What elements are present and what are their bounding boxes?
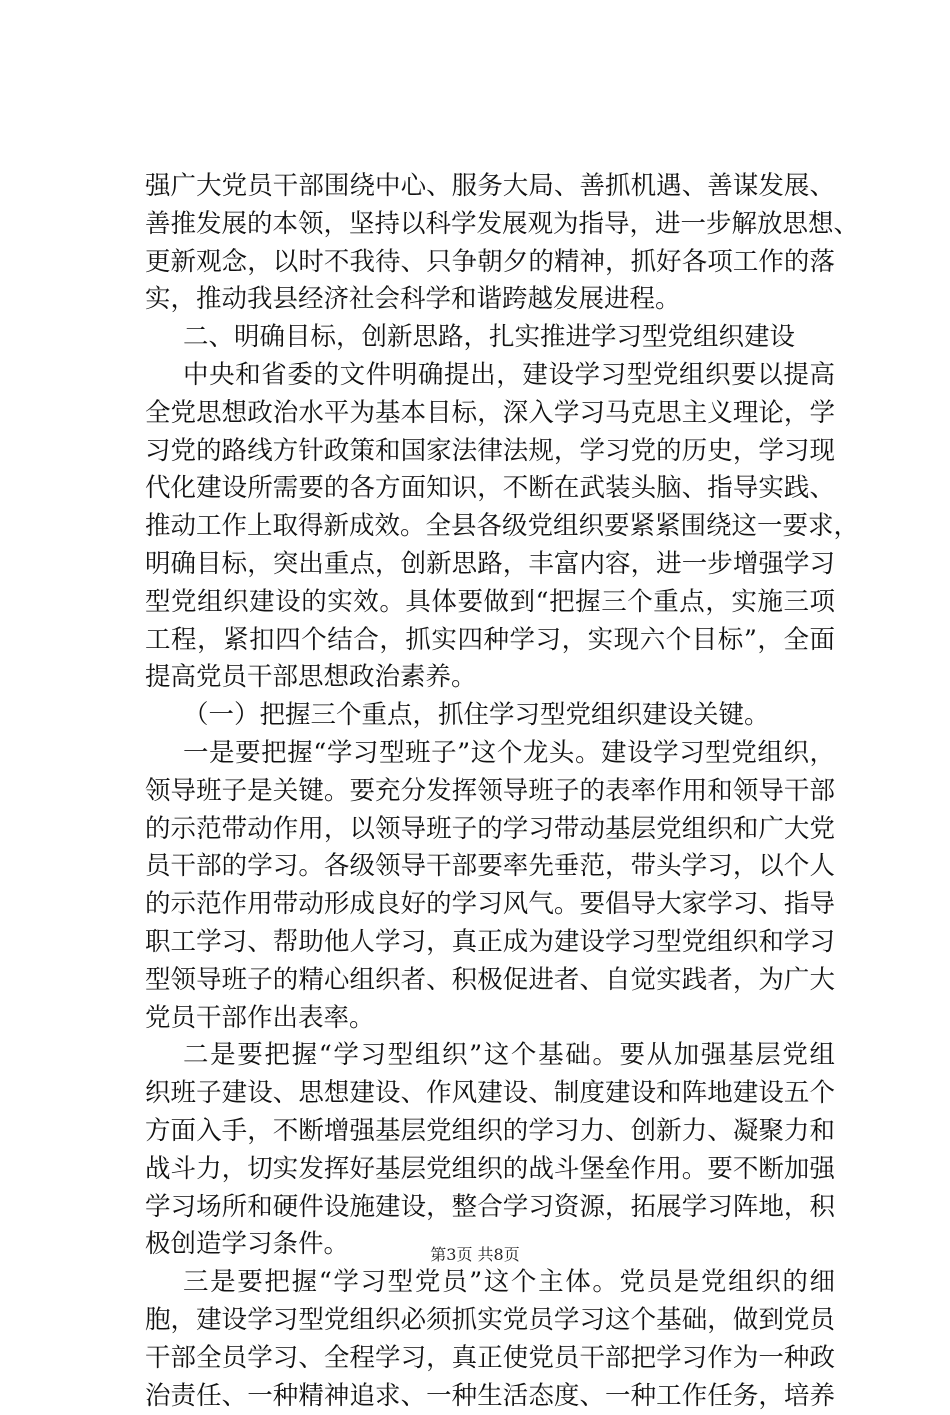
page-number: 第3页 共8页 — [430, 1245, 519, 1264]
text-line: 中央和省委的文件明确提出，建设学习型党组织要以提高 — [145, 357, 835, 395]
text-line: 二是要把握“学习型组织”这个基础。要从加强基层党组 — [145, 1037, 835, 1075]
text-line: 善推发展的本领，坚持以科学发展观为指导，进一步解放思想、 — [145, 206, 835, 244]
text-line: 二、明确目标，创新思路，扎实推进学习型党组织建设 — [145, 319, 835, 357]
text-line: 战斗力，切实发挥好基层党组织的战斗堡垒作用。要不断加强 — [145, 1151, 835, 1189]
text-line: 更新观念，以时不我待、只争朝夕的精神，抓好各项工作的落 — [145, 244, 835, 282]
text-line: 的示范作用带动形成良好的学习风气。要倡导大家学习、指导 — [145, 886, 835, 924]
text-line: 干部全员学习、全程学习，真正使党员干部把学习作为一种政 — [145, 1340, 835, 1378]
text-line: 型党组织建设的实效。具体要做到“把握三个重点，实施三项 — [145, 584, 835, 622]
text-line: 型领导班子的精心组织者、积极促进者、自觉实践者，为广大 — [145, 962, 835, 1000]
text-line: 治责任、一种精神追求、一种生活态度、一种工作任务，培养 — [145, 1378, 835, 1415]
text-line: 明确目标，突出重点，创新思路，丰富内容，进一步增强学习 — [145, 546, 835, 584]
text-line: 代化建设所需要的各方面知识，不断在武装头脑、指导实践、 — [145, 470, 835, 508]
text-line: 学习场所和硬件设施建设，整合学习资源，拓展学习阵地，积 — [145, 1189, 835, 1227]
text-line: 推动工作上取得新成效。全县各级党组织要紧紧围绕这一要求， — [145, 508, 835, 546]
text-line: 职工学习、帮助他人学习，真正成为建设学习型党组织和学习 — [145, 924, 835, 962]
text-line: 胞，建设学习型党组织必须抓实党员学习这个基础，做到党员 — [145, 1302, 835, 1340]
text-line: 全党思想政治水平为基本目标，深入学习马克思主义理论，学 — [145, 395, 835, 433]
text-line: 三是要把握“学习型党员”这个主体。党员是党组织的细 — [145, 1264, 835, 1302]
text-line: 极创造学习条件。 — [145, 1226, 835, 1264]
text-line: 党员干部作出表率。 — [145, 1000, 835, 1038]
text-line: 织班子建设、思想建设、作风建设、制度建设和阵地建设五个 — [145, 1075, 835, 1113]
text-line: 员干部的学习。各级领导干部要率先垂范，带头学习，以个人 — [145, 848, 835, 886]
text-line: 习党的路线方针政策和国家法律法规，学习党的历史，学习现 — [145, 433, 835, 471]
document-body — [145, 168, 835, 1415]
text-line: 领导班子是关键。要充分发挥领导班子的表率作用和领导干部 — [145, 773, 835, 811]
text-line: 方面入手，不断增强基层党组织的学习力、创新力、凝聚力和 — [145, 1113, 835, 1151]
text-line: 强广大党员干部围绕中心、服务大局、善抓机遇、善谋发展、 — [145, 168, 835, 206]
text-line: 工程，紧扣四个结合，抓实四种学习，实现六个目标”，全面 — [145, 622, 835, 660]
text-line: （一）把握三个重点，抓住学习型党组织建设关键。 — [145, 697, 835, 735]
text-line: 一是要把握“学习型班子”这个龙头。建设学习型党组织， — [145, 735, 835, 773]
text-line: 提高党员干部思想政治素养。 — [145, 659, 835, 697]
page-footer — [0, 1243, 950, 1267]
text-line: 的示范带动作用，以领导班子的学习带动基层党组织和广大党 — [145, 811, 835, 849]
text-line: 实，推动我县经济社会科学和谐跨越发展进程。 — [145, 281, 835, 319]
